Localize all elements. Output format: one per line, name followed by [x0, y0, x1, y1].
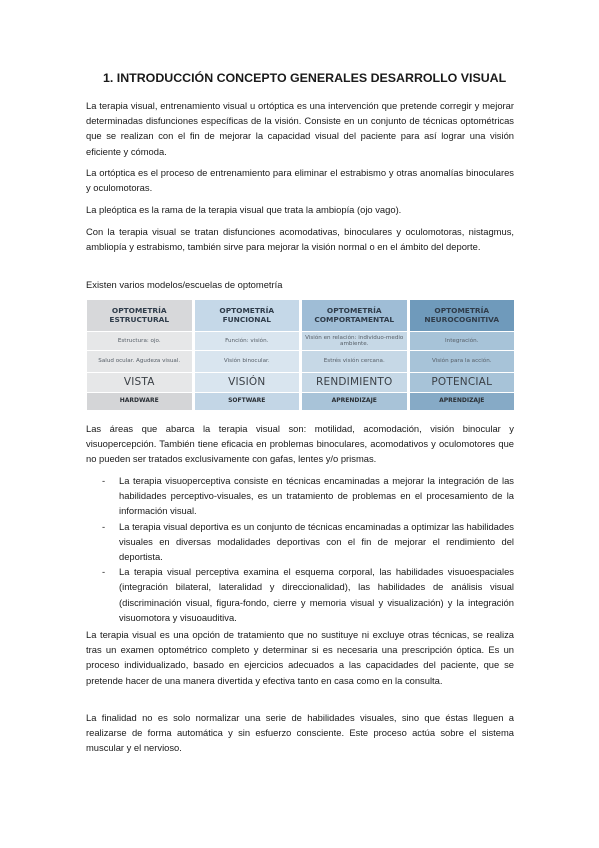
list-dash: -: [102, 520, 106, 532]
table-footer-cell: SOFTWARE: [195, 393, 300, 410]
table-cell: Función: visión.: [195, 332, 300, 350]
list-item-text: La terapia visual deportiva es un conjunto de técnicas encaminadas a optimizar las habilidades visuales en diversas modalidades deportivas con el fin de mejorar el rendimiento del deportista.: [119, 520, 514, 563]
list-dash: -: [102, 475, 106, 486]
list-dash: -: [102, 566, 106, 578]
table-cell: Estructura: ojo.: [87, 332, 192, 350]
list-item-text: La terapia visuoperceptiva consiste en técnicas encaminadas a mejorar la integración de las habilidades perceptivo-visuales, es un tratamiento de problemas en el procesamiento de la información visual.: [119, 475, 514, 517]
paragraph-intro: La terapia visual, entrenamiento visual u ortóptica es una intervención que pretende corregir y mejorar determinadas disfunciones específicas de la visión. Consiste en un conjunto de técnicas optométricas que se realizan con el fin de mejorar la capacidad visual del paciente para así lograr una visión eficiente y cómoda.: [86, 100, 514, 157]
table-cell: VISTA: [87, 373, 192, 392]
table-footer-cell: APRENDIZAJE: [302, 393, 407, 410]
table-cell: VISIÓN: [195, 373, 300, 392]
list-item: [86, 473, 514, 519]
paragraph-opcion: La terapia visual es una opción de tratamiento que no sustituye ni excluye otras técnicas, se realiza tras un examen optométrico completo y determinar si es necesaria una prescripción óptica. Es un proceso individualizado, basado en ejercicios adecuados a las capacidades del paciente, que se pretende hacer de una manera divertida y efectiva tanto en casa como en la consulta.: [86, 629, 514, 686]
table-cell: Visión binocular.: [195, 351, 300, 372]
paragraph-finalidad: La finalidad no es solo normalizar una serie de habilidades visuales, sino que éstas lleguen a realizarse de forma automática y sin esfuerzo consciente. Este proceso actúa sobre el sistema muscular y el nervioso.: [86, 712, 514, 754]
table-footer-cell: HARDWARE: [87, 393, 192, 410]
table-header-cell: OPTOMETRÍA FUNCIONAL: [195, 300, 300, 331]
paragraph-modelos: Existen varios modelos/escuelas de optometría: [86, 279, 283, 290]
table-cell: RENDIMIENTO: [302, 373, 407, 392]
paragraph-ortoptica: La ortóptica es el proceso de entrenamiento para eliminar el estrabismo y otras anomalías binoculares y oculomotoras.: [86, 167, 514, 194]
table-footer-cell: APRENDIZAJE: [410, 393, 515, 410]
paragraph-disfunciones: Con la terapia visual se tratan disfunciones acomodativas, binoculares y oculomotoras, nistagmus, ambliopía y estrabismo, también sirve para mejorar la visión normal o en el ámbito del deporte.: [86, 226, 514, 253]
table-header-cell: OPTOMETRÍA COMPORTAMENTAL: [302, 300, 407, 331]
table-header-cell: OPTOMETRÍA NEUROCOGNITIVA: [410, 300, 515, 331]
table-header-cell: OPTOMETRÍA ESTRUCTURAL: [87, 300, 192, 331]
table-cell: Visión para la acción.: [410, 351, 515, 372]
paragraph-pleoptica: La pleóptica es la rama de la terapia visual que trata la ambiopía (ojo vago).: [86, 204, 402, 215]
section-heading: 1. INTRODUCCIÓN CONCEPTO GENERALES DESARROLLO VISUAL: [103, 71, 507, 85]
table-cell: Integración.: [410, 332, 515, 350]
table-cell: POTENCIAL: [410, 373, 515, 392]
table-cell: Estrés visión cercana.: [302, 351, 407, 372]
list-item: [86, 519, 514, 565]
table-cell: Salud ocular. Agudeza visual.: [87, 351, 192, 372]
paragraph-areas: Las áreas que abarca la terapia visual son: motilidad, acomodación, visión binocular y visuopercepción. También tiene eficacia en problemas binoculares, acomodativos y oculomotores que no pueden ser tratados exclusivamente con gafas, lentes y/o prismas.: [86, 423, 514, 465]
list-item: [86, 564, 514, 625]
list-item-text: La terapia visual perceptiva examina el esquema corporal, las habilidades visuoespaciales (integración bilateral, lateralidad y direccionalidad), las habilidades de análisis visual (discriminación visual, figura-fondo, cierre y memoria visual y visualización) y la integración visuomotora y visuoauditiva.: [119, 566, 514, 623]
therapy-types-list: [86, 473, 514, 625]
table-cell: Visión en relación: individuo-medio ambiente.: [302, 332, 407, 350]
optometry-models-table: [87, 300, 514, 412]
